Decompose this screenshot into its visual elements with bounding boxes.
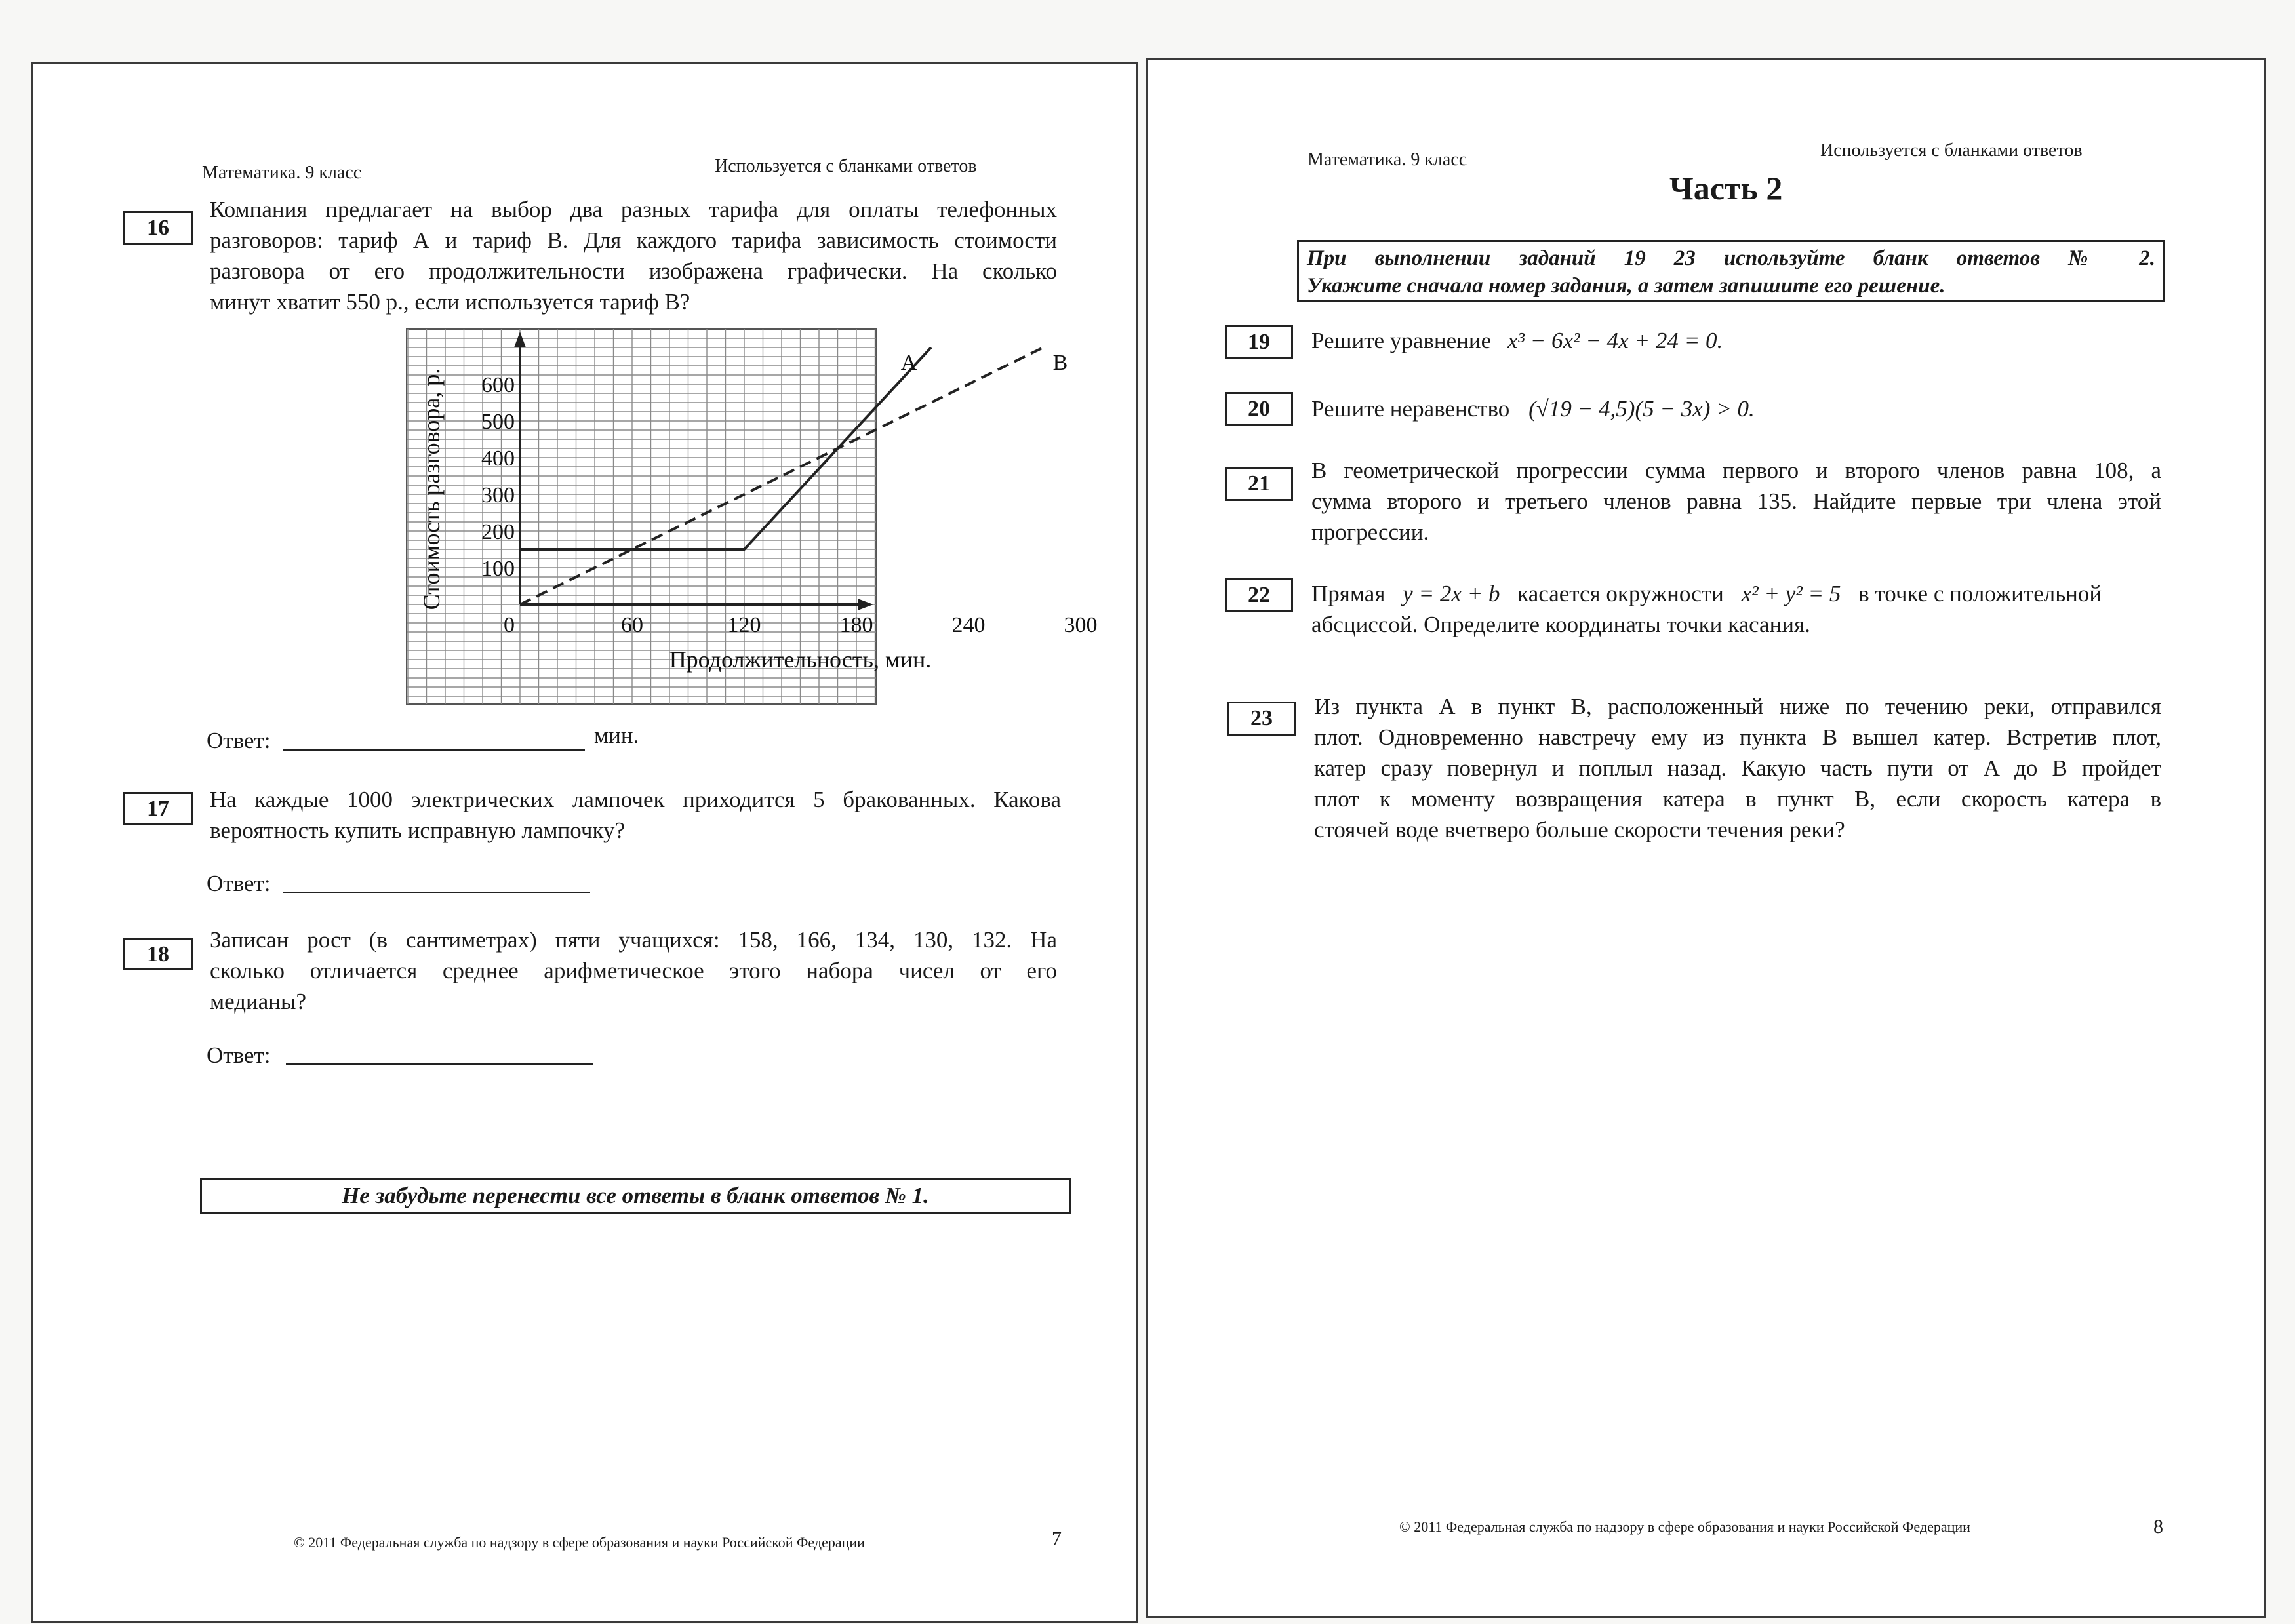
task-21-text <box>1311 455 2161 547</box>
chart-x-tick-label: 300 <box>1064 613 1098 637</box>
chart-x-tick-label: 60 <box>621 613 643 637</box>
reminder-text: Не забудьте перенести все ответы в бланк ответов № 1. <box>342 1183 929 1208</box>
chart-y-axis-label: Стоимость разговора, р. <box>418 368 445 610</box>
instruction-box <box>1297 240 2165 302</box>
task-21-line-2: сумма второго и третьего членов равна 135. Найдите первые три члена этой <box>1311 488 2161 514</box>
chart-x-tick-label: 180 <box>839 613 873 637</box>
chart-series-label-b: B <box>1052 351 1068 375</box>
chart-y-tick-label: 400 <box>481 446 515 471</box>
task-18-text <box>210 924 1057 1017</box>
task-18-answer-field[interactable] <box>286 1063 593 1065</box>
task-21-line-3: прогрессии. <box>1311 519 1429 545</box>
task-23-line-3: катер сразу повернул и поплыл назад. Какую часть пути от А до В пройдет <box>1314 755 2161 781</box>
task-22-text-b: касается окружности <box>1517 581 1724 606</box>
task-20-number: 20 <box>1225 392 1293 426</box>
task-18-line-3: медианы? <box>210 989 307 1014</box>
task-16-answer-field[interactable] <box>283 749 585 751</box>
chart-x-tick-label: 240 <box>951 613 986 637</box>
instruction-line-2: Укажите сначала номер задания, а затем запишите его решение. <box>1307 274 1946 298</box>
right-page-number: 8 <box>2153 1516 2163 1537</box>
task-23-number: 23 <box>1227 702 1296 736</box>
task-18-answer-label: Ответ: <box>207 1042 271 1068</box>
left-page-footer: © 2011 Федеральная служба по надзору в сфере образования и науки Российской Федерации <box>294 1534 865 1551</box>
left-page-subject: Математика. 9 класс <box>202 163 362 183</box>
task-23-line-5: стоячей воде вчетверо больше скорости течения реки? <box>1314 817 1845 842</box>
chart-y-tick-label: 500 <box>481 410 515 434</box>
task-19-formula: x³ − 6x² − 4x + 24 = 0. <box>1507 328 1723 353</box>
left-page-usage-note: Используется с бланками ответов <box>715 156 977 176</box>
task-20-formula: (√19 − 4,5)(5 − 3x) > 0. <box>1528 396 1755 422</box>
task-20-label: Решите неравенство <box>1311 396 1510 422</box>
chart-x-tick-label: 0 <box>504 613 515 637</box>
task-17-answer-label: Ответ: <box>207 871 271 896</box>
task-17-answer-field[interactable] <box>283 892 590 893</box>
task-16-answer-unit: мин. <box>594 723 639 748</box>
tariff-chart <box>405 328 1098 705</box>
task-16-number: 16 <box>123 211 193 245</box>
task-22-line-2: абсциссой. Определите координаты точки касания. <box>1311 612 1810 637</box>
task-16-line-3: разговора от его продолжительности изображена графически. На сколько <box>210 258 1057 284</box>
task-16-text <box>210 194 1057 317</box>
task-23-line-1: Из пункта А в пункт В, расположенный ниже по течению реки, отправился <box>1314 694 2161 719</box>
task-16-line-2: разговоров: тариф А и тариф В. Для каждого тарифа зависимость стоимости <box>210 228 1057 253</box>
task-22-line-1 <box>1311 578 2161 609</box>
task-23-line-4: плот к моменту возвращения катера в пункт В, если скорость катера в <box>1314 786 2161 812</box>
task-19-number: 19 <box>1225 325 1293 359</box>
task-20-text <box>1311 393 1755 424</box>
task-19-label: Решите уравнение <box>1311 328 1492 353</box>
task-17-line-2: вероятность купить исправную лампочку? <box>210 818 626 843</box>
task-22-text-a: Прямая <box>1311 581 1386 606</box>
task-23-line-2: плот. Одновременно навстречу ему из пункта В вышел катер. Встретив плот, <box>1314 724 2161 750</box>
chart-x-axis-label: Продолжительность, мин. <box>669 646 932 673</box>
chart-x-tick-label: 120 <box>727 613 761 637</box>
instruction-line-1: При выполнении заданий 19 23 используйте бланк ответов № 2. <box>1307 247 2155 270</box>
task-18-number: 18 <box>123 938 193 970</box>
task-18-line-2: сколько отличается среднее арифметическое этого набора чисел от его <box>210 958 1057 983</box>
right-page-usage-note: Используется с бланками ответов <box>1820 140 2083 161</box>
task-22-formula-b: x² + y² = 5 <box>1741 581 1841 606</box>
reminder-box <box>200 1178 1071 1214</box>
right-page-footer: © 2011 Федеральная служба по надзору в сфере образования и науки Российской Федерации <box>1399 1518 1970 1535</box>
task-16-answer-label: Ответ: <box>207 728 271 753</box>
right-page-subject: Математика. 9 класс <box>1307 149 1467 170</box>
task-23-text <box>1314 691 2161 845</box>
chart-y-tick-label: 300 <box>481 483 515 507</box>
chart-series-label-a: A <box>900 351 917 375</box>
task-22-number: 22 <box>1225 578 1293 612</box>
task-17-line-1: На каждые 1000 электрических лампочек приходится 5 бракованных. Какова <box>210 787 1061 812</box>
task-22-formula-a: y = 2x + b <box>1403 581 1500 606</box>
task-16-line-4: минут хватит 550 р., если используется тариф В? <box>210 289 690 315</box>
task-18-line-1: Записан рост (в сантиметрах) пяти учащихся: 158, 166, 134, 130, 132. На <box>210 927 1057 953</box>
task-22-text <box>1311 578 2161 640</box>
task-19-text <box>1311 325 1723 356</box>
task-21-line-1: В геометрической прогрессии сумма первого и второго членов равна 108, а <box>1311 458 2161 483</box>
part-title: Часть 2 <box>1669 170 1783 207</box>
left-page-number: 7 <box>1052 1528 1062 1549</box>
task-17-number: 17 <box>123 792 193 825</box>
task-22-text-c: в точке с положительной <box>1858 581 2102 606</box>
task-17-text <box>210 784 1061 846</box>
task-16-line-1: Компания предлагает на выбор два разных тарифа для оплаты телефонных <box>210 197 1057 222</box>
task-21-number: 21 <box>1225 467 1293 501</box>
chart-y-tick-label: 100 <box>481 557 515 581</box>
chart-y-tick-label: 600 <box>481 373 515 397</box>
chart-y-tick-label: 200 <box>481 520 515 544</box>
